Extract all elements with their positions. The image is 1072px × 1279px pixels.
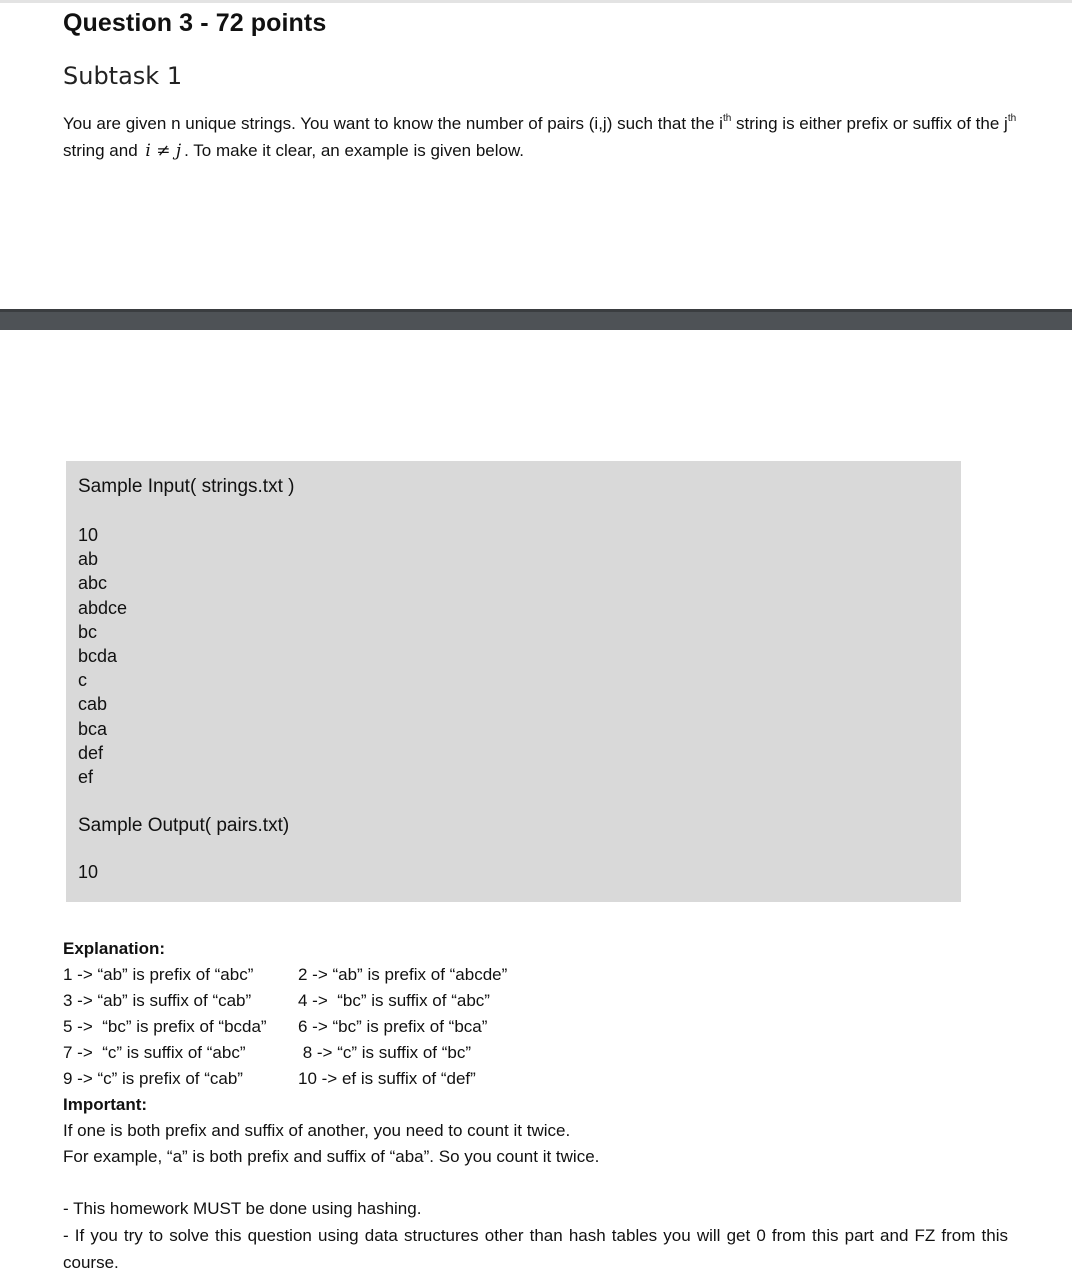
explanation-pair: 3 -> “ab” is suffix of “cab” [63, 991, 252, 1010]
input-line: 10 [78, 525, 99, 545]
important-line: If one is both prefix and suffix of another, you need to count it twice. [63, 1121, 571, 1140]
explanation-pair: 6 -> “bc” is prefix of “bca” [298, 1017, 488, 1036]
intro-text-2: string is either prefix or suffix of the j [731, 114, 1008, 133]
input-line: c [78, 670, 87, 691]
explanation-pair: 4 -> “bc” is suffix of “abc” [298, 991, 490, 1010]
input-line: bcda [78, 646, 118, 667]
problem-statement [63, 110, 1023, 165]
sample-output-value: 10 [78, 862, 99, 882]
explanation-row [63, 1066, 599, 1092]
input-line: bc [78, 621, 98, 642]
important-heading: Important: [63, 1095, 148, 1114]
subtask-heading: Subtask 1 [63, 62, 183, 90]
sample-output-label: Sample Output( pairs.txt) [78, 815, 290, 836]
intro-sup-1: th [722, 113, 732, 124]
explanation-pair: 10 -> ef is suffix of “def” [298, 1069, 476, 1088]
explanation-row [63, 1014, 599, 1040]
explanation-row [63, 962, 599, 988]
explanation-pair: 9 -> “c” is prefix of “cab” [63, 1069, 243, 1088]
intro-text-3: string and [63, 141, 143, 160]
top-rule [0, 0, 1072, 3]
explanation-pair: 8 -> “c” is suffix of “bc” [298, 1043, 472, 1062]
sample-box [66, 461, 961, 902]
explanation-row [63, 1040, 599, 1066]
sample-input-lines [78, 523, 127, 789]
intro-math: i ≠ j [145, 141, 182, 161]
page-break-bar [0, 309, 1072, 330]
input-line: ef [78, 767, 94, 788]
explanation-section [63, 936, 599, 1170]
input-line: bca [78, 718, 108, 739]
explanation-heading: Explanation: [63, 939, 166, 958]
intro-text-1: You are given n unique strings. You want to know the number of pairs (i,j) such that the i [63, 114, 723, 133]
homework-notes [63, 1195, 1008, 1276]
explanation-row [63, 988, 599, 1014]
input-line: def [78, 742, 104, 763]
question-title: Question 3 - 72 points [63, 9, 327, 37]
explanation-pair: 1 -> “ab” is prefix of “abc” [63, 965, 254, 984]
explanation-pair: 7 -> “c” is suffix of “abc” [63, 1043, 246, 1062]
explanation-pair: 2 -> “ab” is prefix of “abcde” [298, 965, 508, 984]
input-line: ab [78, 549, 99, 570]
intro-sup-2: th [1007, 113, 1017, 124]
important-line: For example, “a” is both prefix and suffix of “aba”. So you count it twice. [63, 1147, 600, 1166]
note-line: - If you try to solve this question using data structures other than hash tables you will get 0 from this part and FZ from this course. [63, 1226, 1008, 1272]
intro-text-4: . To make it clear, an example is given below. [184, 141, 525, 160]
input-line: abc [78, 573, 108, 594]
sample-input-label: Sample Input( strings.txt ) [78, 476, 295, 497]
explanation-pair: 5 -> “bc” is prefix of “bcda” [63, 1017, 267, 1036]
input-line: abdce [78, 597, 128, 618]
input-line: cab [78, 694, 108, 715]
note-line: - This homework MUST be done using hashing. [63, 1199, 422, 1218]
